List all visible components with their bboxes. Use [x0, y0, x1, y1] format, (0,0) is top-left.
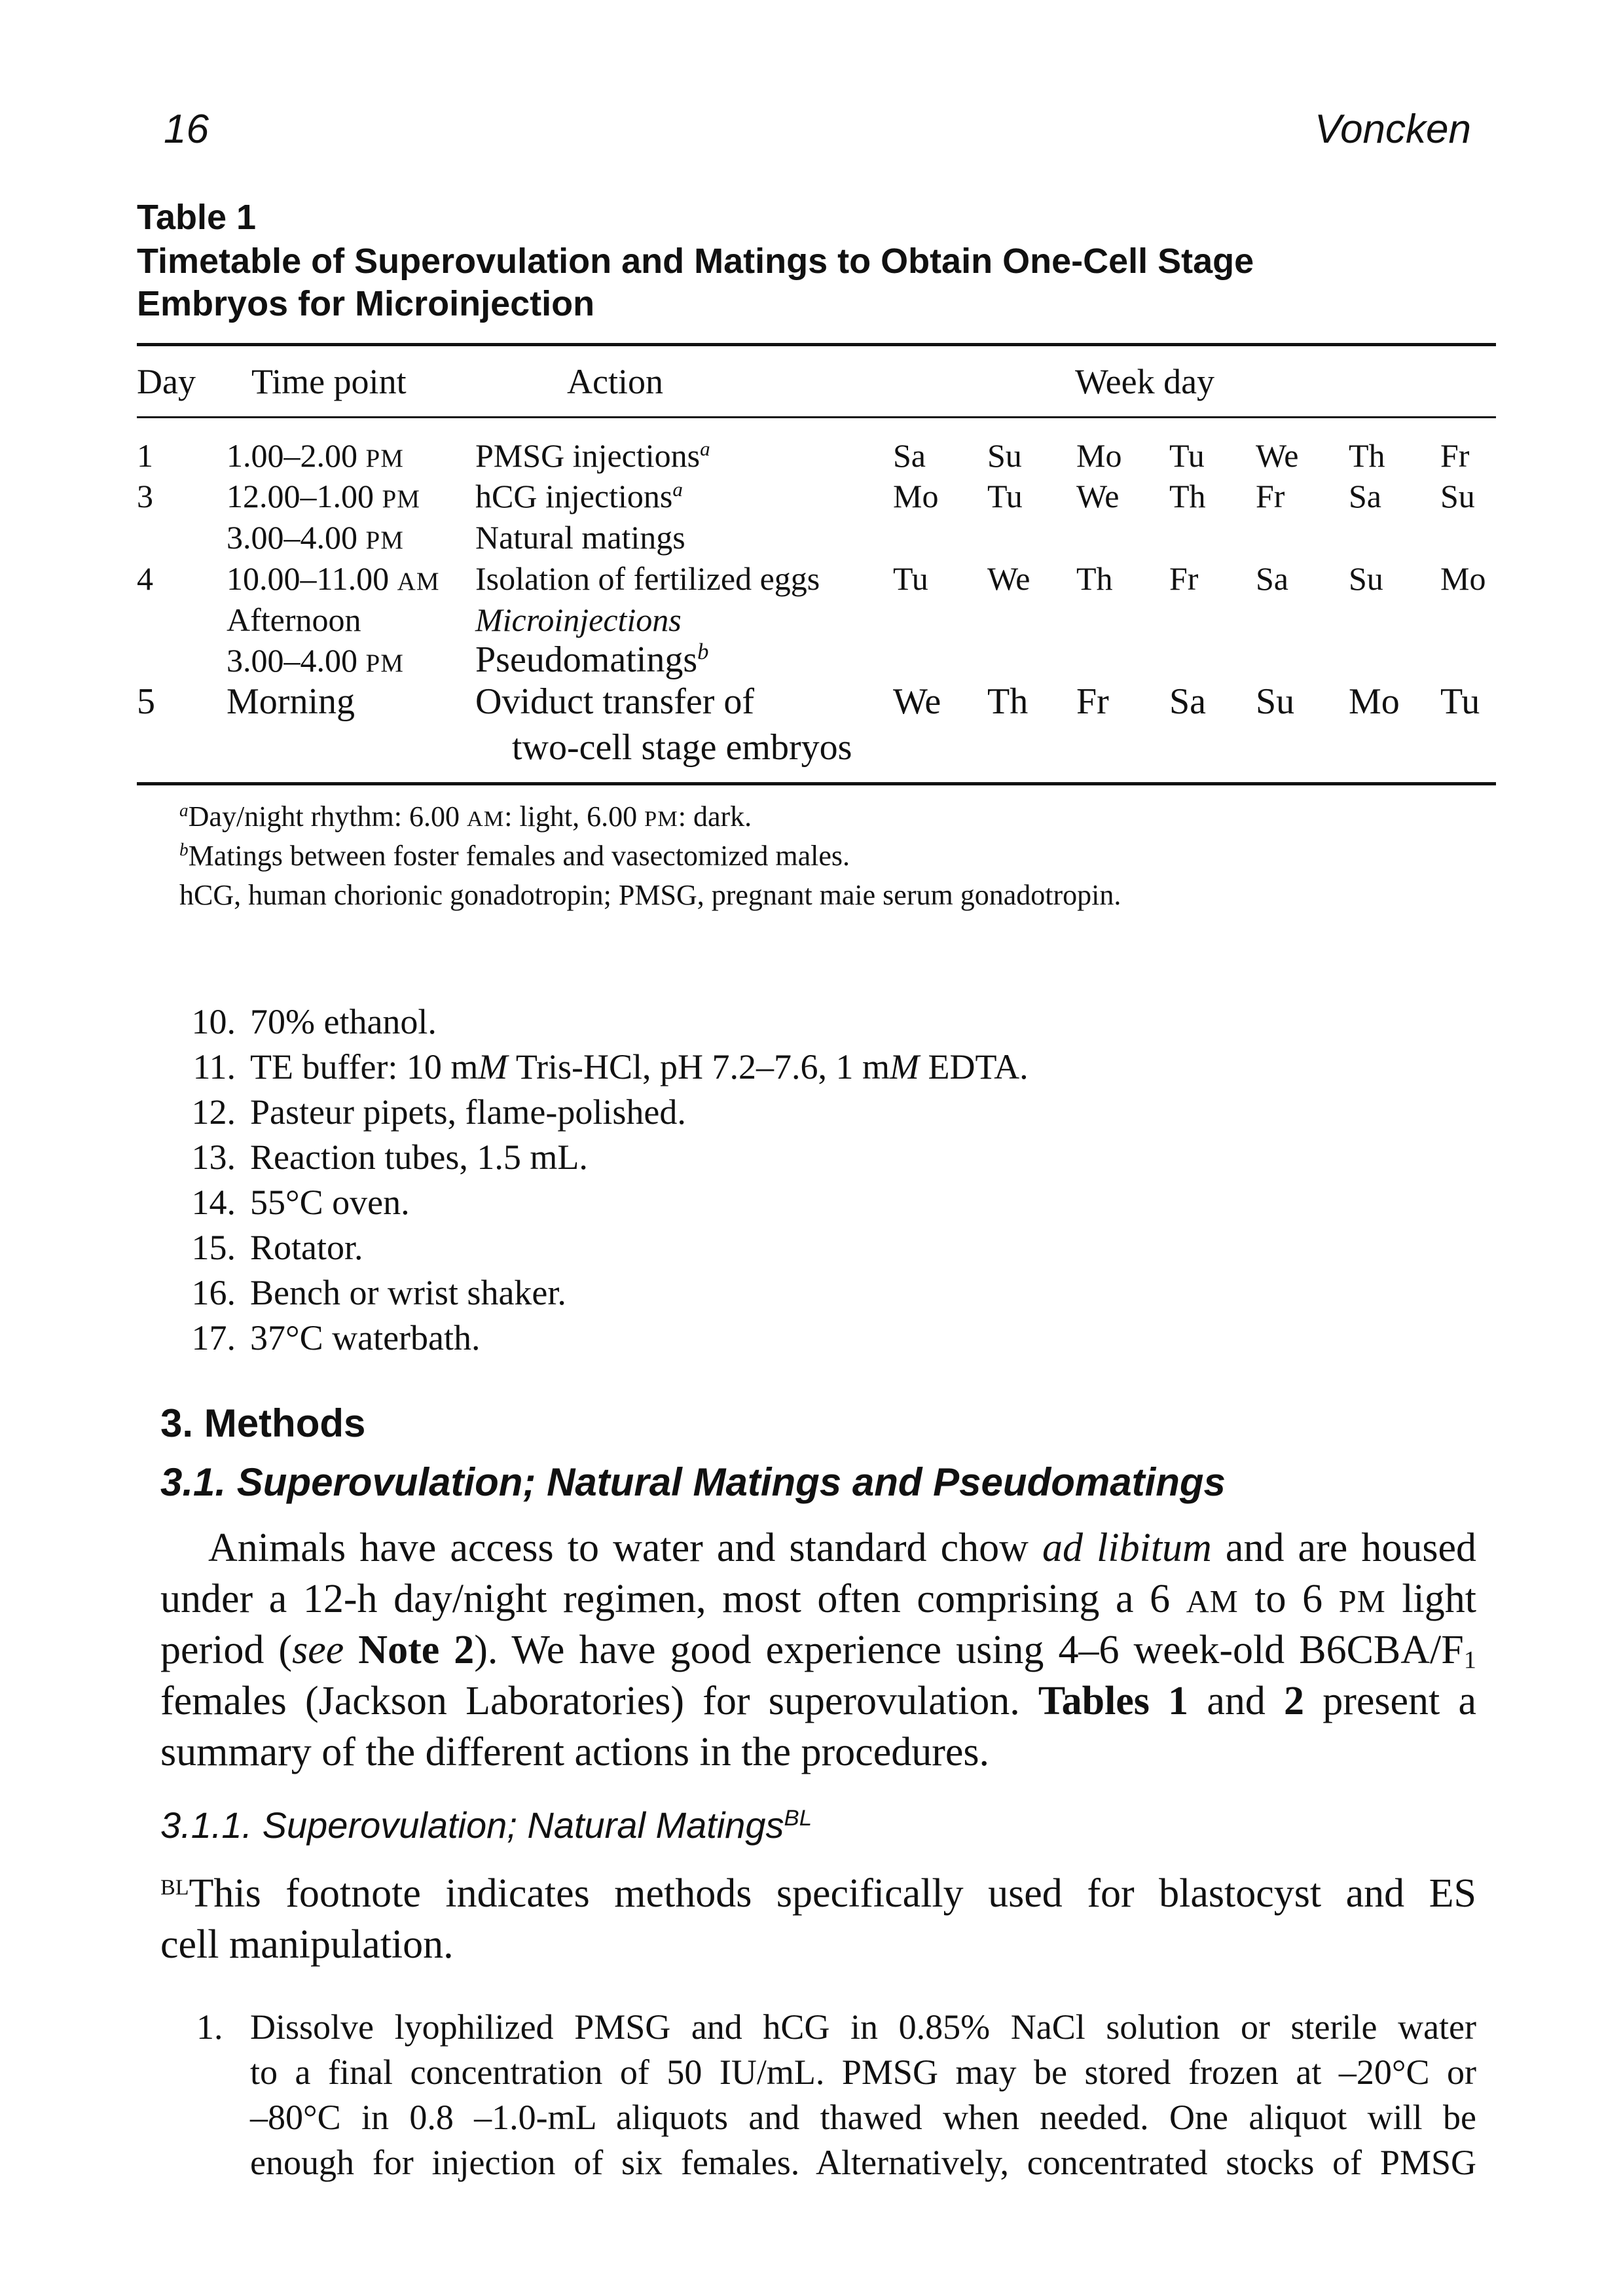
cell-weekday: Fr	[1440, 437, 1470, 474]
cell-weekday: Mo	[893, 478, 939, 514]
cell-weekday: Tu	[1440, 681, 1480, 722]
cell-day: 3	[137, 478, 153, 514]
list-item-text: Rotator.	[250, 1228, 363, 1267]
paragraph-line: under a 12-h day/night regimen, most often comprising a 6 AM to 6 PM light	[160, 1577, 1476, 1621]
column-header-time: Time point	[251, 362, 407, 401]
section-heading: 3. Methods	[160, 1401, 366, 1445]
table-footnote-b: $^b$Matings between foster females and vasectomized males.	[179, 840, 850, 872]
cell-weekday: Tu	[987, 478, 1023, 514]
cell-time: 3.00–4.00 PM	[227, 642, 404, 679]
cell-action: Isolation of fertilized eggs	[475, 560, 820, 597]
cell-weekday: Mo	[1440, 560, 1486, 597]
cell-day: 4	[137, 560, 153, 597]
cell-weekday: We	[1256, 437, 1299, 474]
table-header-rule	[137, 416, 1496, 418]
list-item-text: TE buffer: 10 mM Tris-HCl, pH 7.2–7.6, 1 mM EDTA.	[250, 1047, 1029, 1086]
cell-weekday: Th	[1169, 478, 1206, 514]
step-line: –80°C in 0.8 –1.0-mL aliquots and thawed when needed. One aliquot will be	[250, 2098, 1476, 2137]
list-item-number: 10.	[191, 1002, 236, 1041]
table-bottom-rule	[137, 782, 1496, 785]
running-author: Voncken	[1315, 107, 1471, 152]
paragraph-line: females (Jackson Laboratories) for superovulation. Tables 1 and 2 present a	[160, 1679, 1476, 1723]
list-item-number: 13.	[191, 1138, 236, 1177]
cell-weekday: Su	[1256, 681, 1295, 722]
cell-action: PMSG injections$^a$	[475, 437, 710, 474]
cell-weekday: Su	[987, 437, 1022, 474]
cell-action: Pseudomatings$^b$	[475, 638, 709, 680]
cell-time: 12.00–1.00 PM	[227, 478, 420, 514]
cell-day: 5	[137, 681, 155, 722]
cell-weekday: Fr	[1076, 681, 1109, 722]
column-header-action: Action	[567, 362, 663, 401]
cell-weekday: Su	[1349, 560, 1383, 597]
table-label: Table 1	[137, 198, 257, 237]
cell-time: Morning	[227, 681, 355, 722]
column-header-weekday: Week day	[1075, 362, 1215, 401]
subsubsection-heading: 3.1.1. Superovulation; Natural Matings$^{BL}$	[160, 1804, 812, 1846]
cell-action-continued: two-cell stage embryos	[512, 727, 852, 768]
table-title-line2: Embryos for Microinjection	[137, 284, 595, 323]
list-item-number: 16.	[191, 1273, 236, 1312]
cell-weekday: We	[1076, 478, 1120, 514]
cell-weekday: Th	[1076, 560, 1113, 597]
cell-weekday: Th	[1349, 437, 1385, 474]
cell-day: 1	[137, 437, 153, 474]
cell-time: Afternoon	[227, 601, 361, 638]
cell-weekday: Fr	[1256, 478, 1285, 514]
cell-action: Natural matings	[475, 519, 685, 556]
paragraph-line: period (see Note 2). We have good experience using 4–6 week-old $B6CBA/F_1$	[160, 1628, 1476, 1674]
table-top-rule	[137, 343, 1496, 346]
list-item-text: 70% ethanol.	[250, 1002, 437, 1041]
paragraph-line: $^{BL}$This footnote indicates methods specifically used for blastocyst and ES	[160, 1871, 1476, 1916]
column-header-day: Day	[137, 362, 196, 401]
cell-time: 1.00–2.00 PM	[227, 437, 404, 474]
list-item-text: Pasteur pipets, flame-polished.	[250, 1092, 686, 1132]
cell-action: hCG injections$^a$	[475, 477, 683, 514]
subsection-heading: 3.1. Superovulation; Natural Matings and Pseudomatings	[160, 1460, 1226, 1504]
list-item-text: Bench or wrist shaker.	[250, 1273, 566, 1312]
step-line: to a final concentration of 50 IU/mL. PMSG may be stored frozen at –20°C or	[250, 2053, 1476, 2092]
cell-weekday: Fr	[1169, 560, 1199, 597]
note-reference: Note 2	[358, 1628, 475, 1672]
cell-time: 10.00–11.00 AM	[227, 560, 440, 597]
cell-action: Microinjections	[475, 601, 682, 638]
cell-weekday: Sa	[1169, 681, 1206, 722]
paragraph-line: cell manipulation.	[160, 1922, 454, 1967]
step-line: enough for injection of six females. Alternatively, concentrated stocks of PMSG	[250, 2143, 1476, 2182]
list-item-number: 15.	[191, 1228, 236, 1267]
paragraph-line: Animals have access to water and standard chow ad libitum and are housed	[208, 1526, 1476, 1570]
cell-weekday: Mo	[1349, 681, 1400, 722]
table-footnote-abbreviations: hCG, human chorionic gonadotropin; PMSG, pregnant maie serum gonadotropin.	[179, 879, 1122, 911]
list-item-text: 55°C oven.	[250, 1183, 410, 1222]
cell-weekday: We	[987, 560, 1030, 597]
list-item-number: 17.	[191, 1318, 236, 1357]
cell-weekday: Sa	[893, 437, 926, 474]
list-item-text: 37°C waterbath.	[250, 1318, 481, 1357]
step-number: 1.	[196, 2007, 223, 2047]
table-footnote-a: $^a$Day/night rhythm: 6.00 AM: light, 6.00 PM: dark.	[179, 800, 752, 833]
cell-weekday: Tu	[893, 560, 928, 597]
step-line: Dissolve lyophilized PMSG and hCG in 0.85% NaCl solution or sterile water	[250, 2007, 1476, 2047]
list-item-number: 11.	[192, 1047, 236, 1086]
page-number: 16	[164, 107, 209, 152]
list-item-number: 14.	[191, 1183, 236, 1222]
cell-weekday: Sa	[1349, 478, 1381, 514]
list-item-text: Reaction tubes, 1.5 mL.	[250, 1138, 588, 1177]
paragraph-line: summary of the different actions in the procedures.	[160, 1730, 990, 1774]
cell-weekday: Mo	[1076, 437, 1122, 474]
cell-weekday: Su	[1440, 478, 1475, 514]
table-title-line1: Timetable of Superovulation and Matings to Obtain One-Cell Stage	[137, 242, 1254, 281]
cell-weekday: Sa	[1256, 560, 1288, 597]
cell-time: 3.00–4.00 PM	[227, 519, 404, 556]
cell-weekday: We	[893, 681, 941, 722]
cell-action: Oviduct transfer of	[475, 681, 755, 722]
list-item-number: 12.	[191, 1092, 236, 1132]
cell-weekday: Tu	[1169, 437, 1205, 474]
cell-weekday: Th	[987, 681, 1029, 722]
